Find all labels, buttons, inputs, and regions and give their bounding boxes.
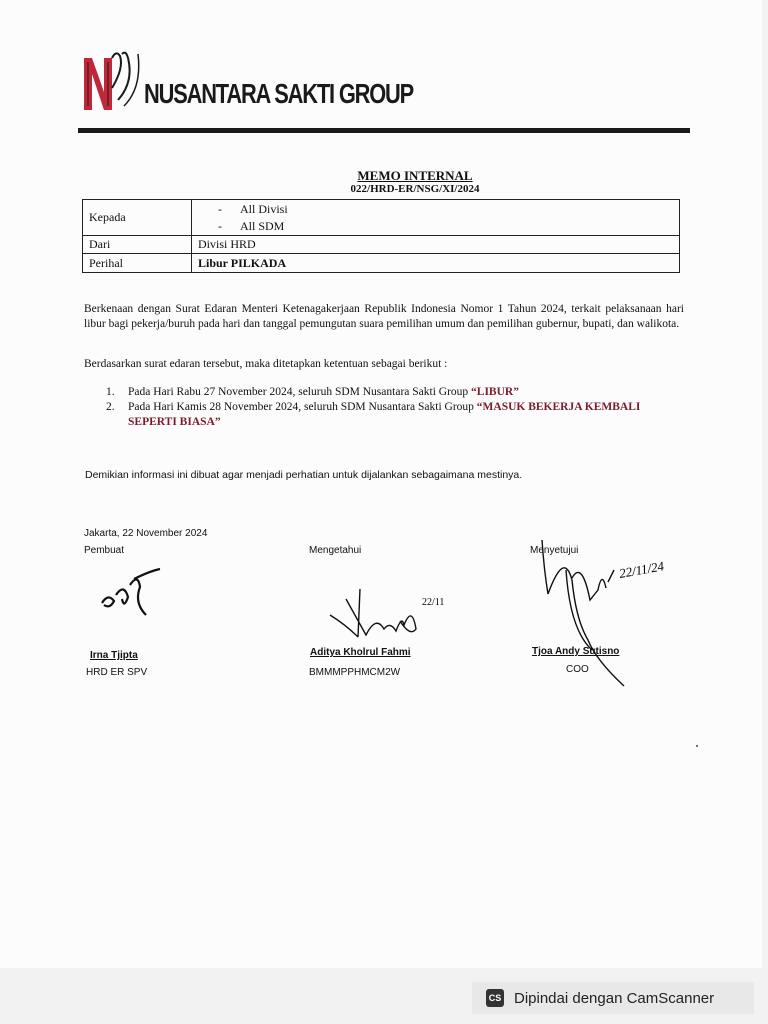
- kepada-value: [192, 200, 680, 236]
- memo-info-table: [82, 199, 680, 273]
- camscanner-icon: CS: [486, 989, 504, 1007]
- perihal-value: Libur PILKADA: [192, 254, 680, 273]
- kepada-item: - All SDM: [198, 218, 673, 235]
- memo-number: 022/HRD-ER/NSG/XI/2024: [350, 183, 480, 195]
- acknowledger-name: Aditya Kholrul Fahmi: [310, 647, 411, 658]
- paragraph-decision: Berdasarkan surat edaran tersebut, maka ditetapkan ketentuan sebagai berikut :: [84, 358, 448, 370]
- acknowledger-title: BMMMPPHMCM2W: [309, 667, 401, 678]
- dari-label: Dari: [83, 236, 192, 254]
- kepada-label: Kepada: [83, 200, 192, 236]
- company-logo: [82, 48, 414, 120]
- list-item: 1. Pada Hari Rabu 27 November 2024, seluruh SDM Nusantara Sakti Group “LIBUR”: [106, 386, 519, 398]
- svg-text:22/11: 22/11: [422, 597, 445, 608]
- approver-role: Menyetujui: [530, 545, 579, 556]
- perihal-label: Perihal: [83, 254, 192, 273]
- approver-name: Tjoa Andy Sutisno: [532, 646, 620, 657]
- acknowledger-signature: [326, 585, 456, 645]
- memo-title: MEMO INTERNAL: [357, 168, 473, 183]
- paragraph-intro: Berkenaan dengan Surat Edaran Menteri Ketenagakerjaan Republik Indonesia Nomor 1 Tahun 2024, terkait pelaksanaan hari libur bagi pekerja/buruh pada hari dan tanggal pemungutan suara pemilihan umum dan pemilihan gubernur, bupati, dan walikota.: [84, 303, 684, 330]
- kepada-item: - All Divisi: [198, 201, 673, 218]
- header-rule: [78, 128, 690, 133]
- camscanner-label: Dipindai dengan CamScanner: [514, 989, 715, 1007]
- closing-text: Demikian informasi ini dibuat agar menjadi perhatian untuk dijalankan sebagaimana mestinya.: [85, 469, 523, 481]
- nsg-logo-icon: [82, 48, 144, 118]
- row-dari: [83, 236, 680, 254]
- approver-signature: [536, 530, 696, 690]
- highlight-masuk: “MASUK BEKERJA KEMBALI SEPERTI BIASA”: [128, 401, 641, 428]
- maker-role: Pembuat: [84, 545, 125, 556]
- camscanner-badge: [472, 982, 754, 1014]
- svg-text:22/11/24: 22/11/24: [617, 558, 666, 581]
- highlight-libur: “LIBUR”: [471, 386, 519, 398]
- row-perihal: [83, 254, 680, 273]
- list-item: 2. Pada Hari Kamis 28 November 2024, seluruh SDM Nusantara Sakti Group “MASUK BEKERJA KEMBALI SEPERTI BIASA”: [106, 401, 641, 428]
- decision-list: [106, 385, 686, 430]
- company-name: NUSANTARA SAKTI GROUP: [144, 78, 414, 109]
- approver-title: COO: [566, 664, 589, 675]
- dari-value: Divisi HRD: [192, 236, 680, 254]
- place-date: Jakarta, 22 November 2024: [84, 528, 208, 539]
- speck: [696, 745, 698, 747]
- row-kepada: [83, 200, 680, 236]
- maker-title: HRD ER SPV: [86, 667, 148, 678]
- maker-name: Irna Tjipta: [90, 650, 138, 661]
- acknowledger-role: Mengetahui: [309, 545, 362, 556]
- maker-signature: [94, 565, 174, 625]
